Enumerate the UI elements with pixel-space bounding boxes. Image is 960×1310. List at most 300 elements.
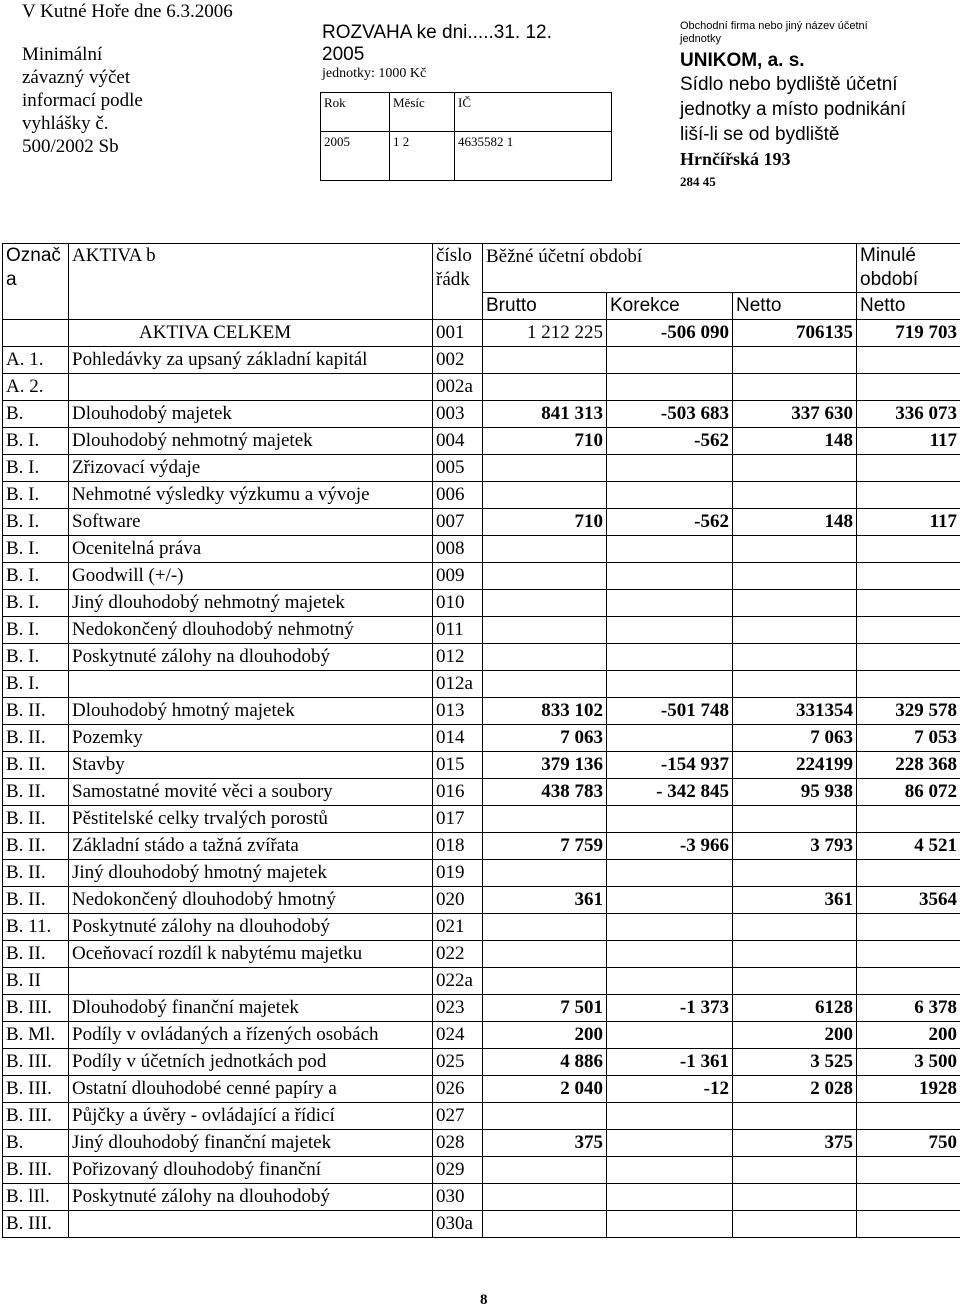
table-row	[3, 1049, 960, 1076]
row-korekce	[607, 860, 733, 887]
row-aktiva-label: Pozemky	[69, 725, 433, 752]
table-row	[3, 482, 960, 509]
row-cislo: 021	[433, 914, 483, 941]
row-cislo: 016	[433, 779, 483, 806]
row-aktiva-label	[69, 1211, 433, 1238]
row-netto-prev: 750	[857, 1130, 960, 1157]
row-aktiva-label: Software	[69, 509, 433, 536]
row-korekce	[607, 887, 733, 914]
row-cislo: 024	[433, 1022, 483, 1049]
row-brutto: 375	[483, 1130, 607, 1157]
table-row	[3, 347, 960, 374]
period-id-table	[320, 92, 612, 181]
row-oznaceni: B. II.	[3, 860, 69, 887]
row-cislo: 004	[433, 428, 483, 455]
row-korekce: -506 090	[607, 320, 733, 347]
row-netto-prev: 3 500	[857, 1049, 960, 1076]
row-korekce: -503 683	[607, 401, 733, 428]
row-aktiva-label: Zřizovací výdaje	[69, 455, 433, 482]
row-netto-prev	[857, 455, 960, 482]
table-row	[3, 455, 960, 482]
row-cislo: 001	[433, 320, 483, 347]
row-netto: 375	[733, 1130, 857, 1157]
row-korekce	[607, 968, 733, 995]
row-aktiva-label	[69, 671, 433, 698]
row-korekce	[607, 455, 733, 482]
row-netto	[733, 1211, 857, 1238]
row-brutto	[483, 914, 607, 941]
row-korekce	[607, 1103, 733, 1130]
row-brutto	[483, 644, 607, 671]
row-oznaceni: B. lIl.	[3, 1184, 69, 1211]
row-brutto: 841 313	[483, 401, 607, 428]
row-netto-prev: 86 072	[857, 779, 960, 806]
row-cislo: 017	[433, 806, 483, 833]
row-aktiva-label: Dlouhodobý finanční majetek	[69, 995, 433, 1022]
row-oznaceni: A. 1.	[3, 347, 69, 374]
row-brutto	[483, 1184, 607, 1211]
row-netto	[733, 482, 857, 509]
row-brutto	[483, 617, 607, 644]
table-row	[3, 320, 960, 347]
street-address: Hrnčířská 193	[680, 149, 791, 169]
row-aktiva-label: Podíly v účetních jednotkách pod	[69, 1049, 433, 1076]
row-oznaceni: B. I.	[3, 536, 69, 563]
row-cislo: 026	[433, 1076, 483, 1103]
col-rok: Rok	[321, 93, 390, 132]
table-row	[3, 887, 960, 914]
row-oznaceni: B. I.	[3, 590, 69, 617]
row-cislo: 010	[433, 590, 483, 617]
row-korekce	[607, 590, 733, 617]
row-netto-prev	[857, 941, 960, 968]
row-netto-prev: 1928	[857, 1076, 960, 1103]
header-oznaceni: Označ a	[3, 244, 69, 320]
row-netto-prev: 117	[857, 428, 960, 455]
row-netto-prev	[857, 482, 960, 509]
row-aktiva-label: Pořizovaný dlouhodobý finanční	[69, 1157, 433, 1184]
row-cislo: 002	[433, 347, 483, 374]
row-netto-prev	[857, 1157, 960, 1184]
row-cislo: 009	[433, 563, 483, 590]
row-brutto: 7 501	[483, 995, 607, 1022]
table-row	[3, 1076, 960, 1103]
row-oznaceni: B. III.	[3, 1157, 69, 1184]
table-row	[3, 374, 960, 401]
row-brutto: 361	[483, 887, 607, 914]
table-row	[3, 914, 960, 941]
row-netto: 337 630	[733, 401, 857, 428]
row-korekce	[607, 1130, 733, 1157]
row-cislo: 022	[433, 941, 483, 968]
row-korekce: -1 361	[607, 1049, 733, 1076]
col-ic: IČ	[455, 93, 612, 132]
info-line-4: vyhlášky č.	[22, 113, 109, 134]
val-mesic: 1 2	[390, 132, 455, 181]
row-netto-prev: 4 521	[857, 833, 960, 860]
row-aktiva-label	[69, 968, 433, 995]
units-label: jednotky: 1000 Kč	[322, 66, 427, 81]
row-oznaceni: B. II.	[3, 779, 69, 806]
row-netto: 6128	[733, 995, 857, 1022]
row-netto-prev: 200	[857, 1022, 960, 1049]
row-netto	[733, 374, 857, 401]
row-netto-prev	[857, 563, 960, 590]
row-oznaceni: B. Ml.	[3, 1022, 69, 1049]
row-cislo: 006	[433, 482, 483, 509]
row-brutto	[483, 455, 607, 482]
row-netto-prev: 3564	[857, 887, 960, 914]
row-cislo: 005	[433, 455, 483, 482]
row-oznaceni: B. II.	[3, 806, 69, 833]
row-aktiva-label: Pohledávky za upsaný základní kapitál	[69, 347, 433, 374]
info-line-3: informací podle	[22, 90, 143, 111]
table-row	[3, 428, 960, 455]
row-cislo: 014	[433, 725, 483, 752]
val-rok: 2005	[321, 132, 390, 181]
row-netto	[733, 563, 857, 590]
table-row	[3, 536, 960, 563]
table-row	[3, 941, 960, 968]
row-netto	[733, 860, 857, 887]
row-netto	[733, 536, 857, 563]
row-oznaceni: B.	[3, 1130, 69, 1157]
row-cislo: 022a	[433, 968, 483, 995]
row-netto-prev: 329 578	[857, 698, 960, 725]
row-brutto	[483, 1157, 607, 1184]
row-cislo: 019	[433, 860, 483, 887]
row-aktiva-label: Oceňovací rozdíl k nabytému majetku	[69, 941, 433, 968]
row-brutto	[483, 590, 607, 617]
row-brutto	[483, 536, 607, 563]
row-korekce: -501 748	[607, 698, 733, 725]
header-netto: Netto	[733, 293, 857, 320]
row-cislo: 012a	[433, 671, 483, 698]
row-aktiva-label: Dlouhodobý hmotný majetek	[69, 698, 433, 725]
row-netto-prev	[857, 671, 960, 698]
row-korekce: -1 373	[607, 995, 733, 1022]
row-netto	[733, 941, 857, 968]
table-row	[3, 752, 960, 779]
header-cislo-radku: číslo řádk	[433, 244, 483, 320]
row-netto: 95 938	[733, 779, 857, 806]
row-aktiva-label: Poskytnuté zálohy na dlouhodobý	[69, 644, 433, 671]
table-row	[3, 725, 960, 752]
row-netto-prev	[857, 1211, 960, 1238]
row-aktiva-label	[69, 374, 433, 401]
row-korekce	[607, 806, 733, 833]
row-cislo: 015	[433, 752, 483, 779]
row-netto-prev: 719 703	[857, 320, 960, 347]
row-oznaceni: B. I.	[3, 509, 69, 536]
header-minule-obdobi: Minulé období	[857, 244, 960, 293]
row-brutto	[483, 806, 607, 833]
row-korekce	[607, 347, 733, 374]
row-brutto: 7 063	[483, 725, 607, 752]
row-oznaceni: B. II.	[3, 698, 69, 725]
row-netto: 148	[733, 509, 857, 536]
row-aktiva-label: AKTIVA CELKEM	[69, 320, 433, 347]
row-oznaceni: B. I.	[3, 563, 69, 590]
row-cislo: 013	[433, 698, 483, 725]
row-aktiva-label: Dlouhodobý nehmotný majetek	[69, 428, 433, 455]
row-aktiva-label: Goodwill (+/-)	[69, 563, 433, 590]
row-netto: 200	[733, 1022, 857, 1049]
row-brutto: 833 102	[483, 698, 607, 725]
row-cislo: 030a	[433, 1211, 483, 1238]
assets-table	[2, 243, 960, 1238]
row-oznaceni: B. II.	[3, 752, 69, 779]
header-left	[22, 0, 233, 158]
table-row	[3, 860, 960, 887]
row-brutto: 2 040	[483, 1076, 607, 1103]
row-netto-prev	[857, 860, 960, 887]
row-brutto	[483, 671, 607, 698]
table-row	[3, 1184, 960, 1211]
row-aktiva-label: Nehmotné výsledky výzkumu a vývoje	[69, 482, 433, 509]
table-row	[3, 1157, 960, 1184]
row-korekce	[607, 482, 733, 509]
table-row	[3, 698, 960, 725]
balance-title: ROZVAHA ke dni.....31. 12.	[322, 22, 552, 43]
row-brutto: 710	[483, 509, 607, 536]
row-oznaceni: B. II.	[3, 725, 69, 752]
row-netto	[733, 671, 857, 698]
header-aktiva: AKTIVA b	[69, 244, 433, 320]
row-oznaceni: B.	[3, 401, 69, 428]
row-korekce	[607, 725, 733, 752]
row-netto	[733, 590, 857, 617]
row-oznaceni: B. 11.	[3, 914, 69, 941]
row-aktiva-label: Podíly v ovládaných a řízených osobách	[69, 1022, 433, 1049]
header-right	[680, 20, 910, 190]
seat-label: Sídlo nebo bydliště účetní jednotky a místo podnikání liší-li se od bydliště	[680, 74, 907, 145]
row-korekce: -154 937	[607, 752, 733, 779]
row-brutto: 379 136	[483, 752, 607, 779]
row-cislo: 012	[433, 644, 483, 671]
info-line-5: 500/2002 Sb	[22, 136, 119, 157]
row-aktiva-label: Jiný dlouhodobý hmotný majetek	[69, 860, 433, 887]
row-netto-prev: 7 053	[857, 725, 960, 752]
row-brutto: 200	[483, 1022, 607, 1049]
row-cislo: 008	[433, 536, 483, 563]
row-oznaceni: B. I.	[3, 617, 69, 644]
row-oznaceni: B. II.	[3, 887, 69, 914]
info-line-1: Minimální	[22, 44, 103, 65]
row-cislo: 002a	[433, 374, 483, 401]
row-netto	[733, 1103, 857, 1130]
row-netto: 2 028	[733, 1076, 857, 1103]
header-korekce: Korekce	[607, 293, 733, 320]
firm-label: Obchodní firma nebo jiný název účetní jednotky	[680, 20, 868, 45]
table-row	[3, 806, 960, 833]
row-oznaceni: B. III.	[3, 1211, 69, 1238]
row-cislo: 007	[433, 509, 483, 536]
row-netto-prev	[857, 536, 960, 563]
row-netto-prev	[857, 1103, 960, 1130]
row-netto: 224199	[733, 752, 857, 779]
row-oznaceni: B. III.	[3, 1049, 69, 1076]
page-number: 8	[480, 1292, 488, 1308]
row-aktiva-label: Samostatné movité věci a soubory	[69, 779, 433, 806]
header-bezne-obdobi: Běžné účetní období	[483, 244, 857, 293]
row-cislo: 027	[433, 1103, 483, 1130]
info-line-2: závazný výčet	[22, 67, 131, 88]
row-netto-prev	[857, 968, 960, 995]
row-netto	[733, 617, 857, 644]
row-korekce	[607, 1022, 733, 1049]
row-oznaceni: B. III.	[3, 1103, 69, 1130]
row-cislo: 011	[433, 617, 483, 644]
table-row	[3, 644, 960, 671]
place-date: V Kutné Hoře dne 6.3.2006	[22, 1, 233, 22]
row-korekce: - 342 845	[607, 779, 733, 806]
row-cislo: 023	[433, 995, 483, 1022]
row-brutto: 438 783	[483, 779, 607, 806]
row-netto-prev	[857, 914, 960, 941]
row-brutto	[483, 563, 607, 590]
table-row	[3, 1022, 960, 1049]
row-oznaceni: B. III.	[3, 995, 69, 1022]
zip-code: 284 45	[680, 174, 716, 189]
firm-name: UNIKOM, a. s.	[680, 50, 805, 71]
table-row	[3, 590, 960, 617]
table-row	[3, 563, 960, 590]
row-brutto	[483, 860, 607, 887]
table-row	[3, 779, 960, 806]
table-row	[3, 509, 960, 536]
row-cislo: 003	[433, 401, 483, 428]
row-oznaceni	[3, 320, 69, 347]
row-brutto: 710	[483, 428, 607, 455]
row-netto: 3 793	[733, 833, 857, 860]
row-netto-prev: 6 378	[857, 995, 960, 1022]
row-oznaceni: B. II	[3, 968, 69, 995]
row-netto	[733, 1157, 857, 1184]
row-netto-prev: 117	[857, 509, 960, 536]
row-brutto	[483, 482, 607, 509]
row-korekce	[607, 536, 733, 563]
row-aktiva-label: Poskytnuté zálohy na dlouhodobý	[69, 1184, 433, 1211]
row-netto	[733, 347, 857, 374]
row-oznaceni: A. 2.	[3, 374, 69, 401]
row-aktiva-label: Základní stádo a tažná zvířata	[69, 833, 433, 860]
row-korekce	[607, 1211, 733, 1238]
val-ic: 4635582 1	[455, 132, 612, 181]
table-row	[3, 671, 960, 698]
table-row	[3, 995, 960, 1022]
row-oznaceni: B. II.	[3, 941, 69, 968]
row-netto-prev	[857, 806, 960, 833]
row-korekce: -3 966	[607, 833, 733, 860]
table-row	[3, 1103, 960, 1130]
row-oznaceni: B. III.	[3, 1076, 69, 1103]
row-oznaceni: B. I.	[3, 428, 69, 455]
row-oznaceni: B. I.	[3, 644, 69, 671]
row-korekce	[607, 644, 733, 671]
row-brutto	[483, 1211, 607, 1238]
row-brutto: 1 212 225	[483, 320, 607, 347]
row-cislo: 018	[433, 833, 483, 860]
row-aktiva-label: Stavby	[69, 752, 433, 779]
row-brutto: 7 759	[483, 833, 607, 860]
row-netto: 7 063	[733, 725, 857, 752]
row-aktiva-label: Nedokončený dlouhodobý hmotný	[69, 887, 433, 914]
row-korekce	[607, 941, 733, 968]
row-aktiva-label: Dlouhodobý majetek	[69, 401, 433, 428]
row-aktiva-label: Nedokončený dlouhodobý nehmotný	[69, 617, 433, 644]
row-brutto	[483, 1103, 607, 1130]
row-netto-prev: 228 368	[857, 752, 960, 779]
col-mesic: Měsíc	[390, 93, 455, 132]
row-netto-prev	[857, 347, 960, 374]
balance-year: 2005	[322, 44, 365, 65]
table-row	[3, 833, 960, 860]
row-netto-prev	[857, 644, 960, 671]
header-title-block	[322, 22, 552, 82]
row-korekce	[607, 374, 733, 401]
row-netto	[733, 455, 857, 482]
row-cislo: 030	[433, 1184, 483, 1211]
row-korekce: -562	[607, 428, 733, 455]
row-brutto	[483, 347, 607, 374]
row-brutto	[483, 374, 607, 401]
table-row	[3, 401, 960, 428]
row-netto	[733, 968, 857, 995]
row-aktiva-label: Půjčky a úvěry - ovládající a řídicí	[69, 1103, 433, 1130]
row-korekce: -12	[607, 1076, 733, 1103]
row-korekce	[607, 914, 733, 941]
row-netto-prev	[857, 617, 960, 644]
row-cislo: 028	[433, 1130, 483, 1157]
row-oznaceni: B. I.	[3, 455, 69, 482]
row-netto-prev	[857, 590, 960, 617]
row-brutto	[483, 968, 607, 995]
row-korekce	[607, 1184, 733, 1211]
row-korekce	[607, 617, 733, 644]
row-korekce	[607, 1157, 733, 1184]
row-korekce	[607, 563, 733, 590]
row-cislo: 020	[433, 887, 483, 914]
table-row	[3, 1130, 960, 1157]
header-netto-prev: Netto	[857, 293, 960, 320]
row-netto	[733, 914, 857, 941]
row-aktiva-label: Pěstitelské celky trvalých porostů	[69, 806, 433, 833]
row-netto	[733, 1184, 857, 1211]
row-netto: 706135	[733, 320, 857, 347]
row-netto	[733, 806, 857, 833]
row-netto: 331354	[733, 698, 857, 725]
row-oznaceni: B. I.	[3, 671, 69, 698]
table-row	[3, 617, 960, 644]
row-aktiva-label: Ostatní dlouhodobé cenné papíry a	[69, 1076, 433, 1103]
row-netto-prev: 336 073	[857, 401, 960, 428]
row-netto-prev	[857, 1184, 960, 1211]
row-aktiva-label: Jiný dlouhodobý finanční majetek	[69, 1130, 433, 1157]
row-aktiva-label: Poskytnuté zálohy na dlouhodobý	[69, 914, 433, 941]
header-brutto: Brutto	[483, 293, 607, 320]
table-row	[3, 1211, 960, 1238]
row-netto: 148	[733, 428, 857, 455]
row-netto: 3 525	[733, 1049, 857, 1076]
table-row	[3, 968, 960, 995]
row-aktiva-label: Jiný dlouhodobý nehmotný majetek	[69, 590, 433, 617]
row-korekce: -562	[607, 509, 733, 536]
row-netto: 361	[733, 887, 857, 914]
row-aktiva-label: Ocenitelná práva	[69, 536, 433, 563]
row-netto-prev	[857, 374, 960, 401]
row-netto	[733, 644, 857, 671]
